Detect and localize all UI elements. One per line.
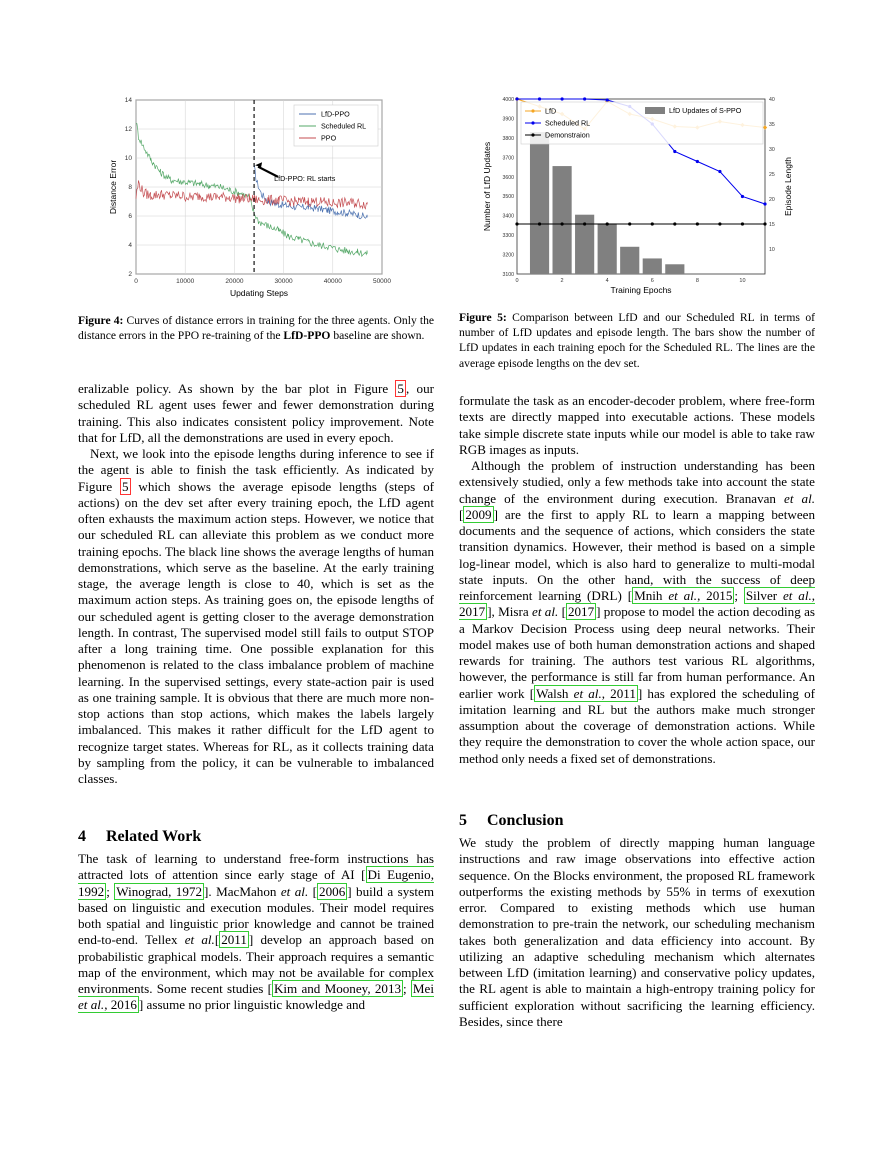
text-run: et al. — [573, 685, 602, 701]
figure-4-caption-text-2: baseline are shown. — [330, 329, 425, 343]
y-tick-label: 3300 — [502, 233, 514, 240]
y-tick-label: 3500 — [502, 194, 514, 201]
x-tick-label: 4 — [605, 278, 609, 284]
x-tick-label: 0 — [515, 278, 519, 284]
figure-4-caption-bold: LfD-PPO — [283, 329, 331, 343]
text-run: ; — [403, 981, 411, 996]
citation-link[interactable]: Winograd, 1972 — [116, 883, 202, 899]
citation-link[interactable] — [534, 685, 638, 702]
x-tick-label: 10 — [739, 278, 746, 284]
text-run: We study the problem of directly mapping human language instructions and raw image observations into effective action sequence. On the Blocks environment, the proposed RL framework outperforms the existing methods by — [459, 835, 815, 899]
y-tick-label: 2 — [128, 271, 132, 278]
y-right-tick-label: 10 — [769, 247, 775, 253]
paragraph — [78, 446, 434, 787]
figure-5-caption-label: Figure 5: — [459, 311, 507, 324]
citation-link[interactable]: 2006 — [319, 883, 346, 899]
data-point — [651, 222, 654, 225]
citation-link[interactable] — [632, 587, 734, 604]
y-tick-label: 3600 — [502, 174, 514, 181]
y-right-tick-label: 15 — [769, 222, 775, 228]
figure-5-caption — [459, 310, 815, 371]
y-tick-label: 3400 — [502, 213, 514, 220]
text-run: [ — [459, 506, 464, 522]
citation-link[interactable]: Kim and Mooney, 2013 — [273, 981, 402, 996]
text-run: ]. MacMahon — [204, 883, 281, 899]
x-tick-label: 2 — [560, 278, 564, 284]
x-axis-label: Training Epochs — [610, 285, 672, 295]
section-number: 5 — [459, 812, 467, 829]
percent-value: 55% — [666, 883, 691, 899]
text-run: , our scheduled RL agent uses fewer and fewer demonstration during training. This also indicates consistent policy improvement. Note that for LfD, all the demonstrations are used in every epoch. — [78, 381, 434, 445]
text-run: Walsh — [536, 685, 574, 701]
y-axis-label: Number of LfD Updates — [482, 141, 492, 232]
y-right-tick-label: 20 — [769, 197, 775, 203]
data-point — [515, 97, 518, 100]
text-run: in terms of exexution error. Compared to existing methods which use human demonstration to pre-train the network, our scheduling mechanism takes both generalization and data efficiency into account. By utilizing an adaptive scheduling mechanism which alternates between LfD (imitation learning) and conservative policy updates, the RL agent is able to maintain a high-entropy training policy for sufficient exploration without sacrificing the learning efficiency. Besides, since there — [459, 883, 815, 1029]
text-run: et al. — [280, 883, 309, 899]
paragraph: formulate the task as an encoder-decoder problem, where free-form texts are directly mapped into executable actions. These models take simple discrete state inputs while our model is able to take raw RGB images as inputs. — [459, 393, 815, 457]
y-right-tick-label: 30 — [769, 147, 775, 153]
data-point — [763, 222, 766, 225]
text-run: [ — [214, 932, 220, 948]
text-run: Mei — [412, 981, 434, 996]
y-tick-label: 8 — [128, 184, 132, 191]
text-run: Next, we look into the episode lengths during inference to see if the agent is able to finish the task efficiently. As indicated by Figure — [78, 446, 434, 494]
data-point — [560, 222, 563, 225]
figure-4-chart — [106, 92, 426, 302]
bar — [553, 166, 572, 274]
y-tick-label: 3100 — [502, 272, 514, 278]
y-right-tick-label: 35 — [769, 122, 775, 128]
x-tick-label: 6 — [650, 278, 654, 284]
data-point — [741, 222, 744, 225]
legend-marker — [531, 109, 534, 112]
x-tick-label: 10000 — [176, 278, 195, 285]
paragraph — [459, 458, 815, 767]
text-run: ] assume no prior linguistic knowledge and — [138, 997, 366, 1013]
citation-link[interactable]: 2009 — [465, 506, 492, 522]
data-point — [538, 222, 541, 225]
text-run: ] are the first to apply RL to learn a mapping between documents and the sequence of actions, which considers the state transition dynamics. However, their method is based on a simple log-linear model, which is also hard to generalize to multi-modal state inputs. On the other hand, with the success of deep reinforcement learning (DRL) [ — [459, 506, 815, 603]
data-point — [696, 222, 699, 225]
text-run: Although the problem of instruction understanding has been extensively studied, only a few methods take into account the state change of the environment during execution. Branavan — [459, 458, 815, 506]
y-tick-label: 3900 — [502, 116, 514, 123]
section-number: 4 — [78, 828, 86, 845]
related-work-text — [78, 851, 434, 1014]
text-run: ] build a system based on linguistic and execution modules. Their model requires both spatial and linguistic prior knowledge and cannot be trained end-to-end. Tellex — [78, 883, 435, 948]
legend-swatch — [645, 107, 665, 114]
data-point — [515, 222, 518, 225]
conclusion-text — [459, 835, 815, 1030]
left-body-text — [78, 381, 434, 787]
paragraph — [459, 835, 815, 1030]
text-run: eralizable policy. As shown by the bar plot in Figure — [78, 381, 396, 396]
legend-label: LfD Updates of S-PPO — [669, 106, 742, 115]
figure-5-chart — [479, 92, 815, 302]
section-title: Conclusion — [487, 812, 564, 829]
data-point — [696, 160, 699, 163]
legend-label: PPO — [321, 133, 337, 143]
text-run: et al. — [78, 997, 105, 1013]
text-run: [ — [308, 883, 318, 899]
section-5-heading — [459, 812, 563, 830]
legend-label: LfD-PPO — [321, 109, 350, 119]
text-run: Mnih — [634, 588, 669, 603]
text-run: Silver — [745, 588, 783, 603]
figure-4-caption-text-1: Curves of distance errors in training for the three agents. Only the distance errors in the PPO re-training of the — [78, 314, 435, 343]
data-point — [606, 98, 609, 101]
text-run: ] has explored the scheduling of imitation learning and RL but the authors make much stronger assumption about the coverage of demonstration actions. While they require the demonstration to cover the whole action space, our method only needs a fixed set of demonstrations. — [459, 685, 816, 766]
text-run: ], Misra — [487, 604, 533, 620]
paragraph — [78, 851, 434, 1014]
y-tick-label: 10 — [124, 155, 132, 162]
y-right-axis-label: Episode Length — [783, 156, 793, 217]
text-run: ; — [106, 883, 115, 899]
data-point — [606, 222, 609, 225]
legend-marker — [531, 133, 534, 136]
section-4-heading — [78, 828, 201, 846]
y-axis-label: Distance Error — [108, 159, 118, 215]
text-run: ] propose to model the action decoding as a Markov Decision Process using deep neural networks. Their model makes use of both human demonstration actions and shaped rewards for training. The authors test various RL algorithms, however, the performance is still far from human performance. An earlier work [ — [459, 604, 815, 701]
data-point — [538, 97, 541, 100]
paragraph — [78, 381, 434, 446]
figure-5 — [479, 92, 815, 302]
figure-4-caption — [78, 313, 434, 343]
legend-label: LfD — [545, 106, 557, 116]
data-point — [560, 97, 563, 100]
x-tick-label: 0 — [134, 278, 138, 285]
y-tick-label: 4000 — [502, 97, 514, 103]
y-right-tick-label: 40 — [769, 97, 775, 103]
text-run: , 2016 — [104, 997, 137, 1013]
legend-label: Demonstraion — [545, 130, 590, 140]
x-axis-label: Updating Steps — [229, 288, 289, 298]
text-run: et al. — [184, 932, 215, 948]
text-run: ; — [734, 588, 744, 603]
y-tick-label: 12 — [124, 126, 132, 133]
y-right-tick-label: 25 — [769, 172, 775, 178]
legend-label: Scheduled RL — [545, 118, 591, 128]
section-title: Related Work — [106, 828, 202, 845]
text-run: ] develop an approach based on probabilistic graphical models. Their approach requires a semantic map of the environment, which may not be available for complex environments. Some recent studies [ — [78, 932, 434, 996]
data-point — [673, 150, 676, 153]
data-point — [741, 195, 744, 198]
citation-link[interactable]: 2017 — [567, 604, 595, 620]
data-point — [718, 222, 721, 225]
annotation-text: LfD-PPO: RL starts — [274, 174, 336, 184]
citation-link[interactable]: Di Eugenio, 1992 — [78, 867, 434, 899]
data-point — [583, 222, 586, 225]
x-tick-label: 40000 — [323, 278, 342, 285]
data-point — [763, 202, 766, 205]
legend-label: Scheduled RL — [321, 121, 367, 131]
x-tick-label: 8 — [695, 278, 699, 284]
x-tick-label: 20000 — [225, 278, 244, 285]
y-tick-label: 3700 — [502, 155, 514, 162]
text-run: et al. — [532, 604, 559, 620]
data-point — [628, 222, 631, 225]
figure-5-caption-text: Comparison between LfD and our Scheduled RL in terms of number of LfD updates and episode length. The bars show the number of LfD updates in each training epoch for the Scheduled RL. The lines are the average episode lengths on the dev set. — [459, 311, 815, 370]
figure-4 — [106, 92, 426, 302]
x-tick-label: 50000 — [372, 278, 392, 285]
data-point — [718, 170, 721, 173]
text-run: , 2017 — [459, 588, 816, 620]
text-run: which shows the average episode lengths (steps of actions) on the dev set after every training epoch, the LfD agent often exhausts the maximum action steps. However, we notice that our scheduled RL can alleviate this problem as we conduct more training epochs. The black line shows the average lengths of human demonstrations, which serve as the baseline. At the early training stage, the average length is close to 40, which is set as the maximum action steps. As training goes on, the episode lengths of our scheduled agent is getting closer to the average demonstration length. In contrast, The supervised model still fails to output STOP after a long training time. One possible explanation for this phenomenon is related to the class imbalance problem of machine learning. In the supervised settings, every state-action pair is used as one training sample. It is obvious that there are much more non-stop actions than stop actions, which makes the labels largely imbalanced. This makes it rather difficult for the LfD agent to recognize target states. Whereas for RL, as it collects training data by sampling from the policy, it can be vulnerable to imbalanced classes. — [78, 478, 434, 786]
text-run: et al. — [784, 490, 815, 506]
data-point — [583, 97, 586, 100]
text-run: [ — [558, 604, 566, 620]
figure-ref-link[interactable]: 5 — [122, 478, 129, 494]
x-tick-label: 30000 — [274, 278, 293, 285]
y-tick-label: 3800 — [502, 135, 514, 142]
data-point — [673, 222, 676, 225]
bar — [643, 258, 662, 274]
bar — [620, 247, 639, 274]
text-run: , 2011 — [601, 685, 636, 701]
figure-ref-link[interactable]: 5 — [397, 381, 404, 396]
bar — [598, 223, 617, 274]
bar — [530, 132, 549, 274]
y-tick-label: 3200 — [502, 252, 514, 259]
citation-link[interactable]: 2011 — [221, 932, 247, 948]
bar — [665, 264, 684, 274]
text-run: et al. — [782, 588, 812, 603]
text-run: et al. — [668, 588, 698, 603]
y-tick-label: 6 — [128, 213, 132, 220]
y-tick-label: 14 — [124, 97, 132, 104]
right-body-text — [459, 393, 815, 767]
y-tick-label: 4 — [128, 242, 132, 249]
text-run: , 2015 — [697, 588, 733, 603]
figure-4-caption-label: Figure 4: — [78, 314, 124, 327]
legend-marker — [531, 121, 534, 124]
text-run: The task of learning to understand free-form instructions has attracted lots of attention since early stage of AI [ — [78, 851, 434, 883]
